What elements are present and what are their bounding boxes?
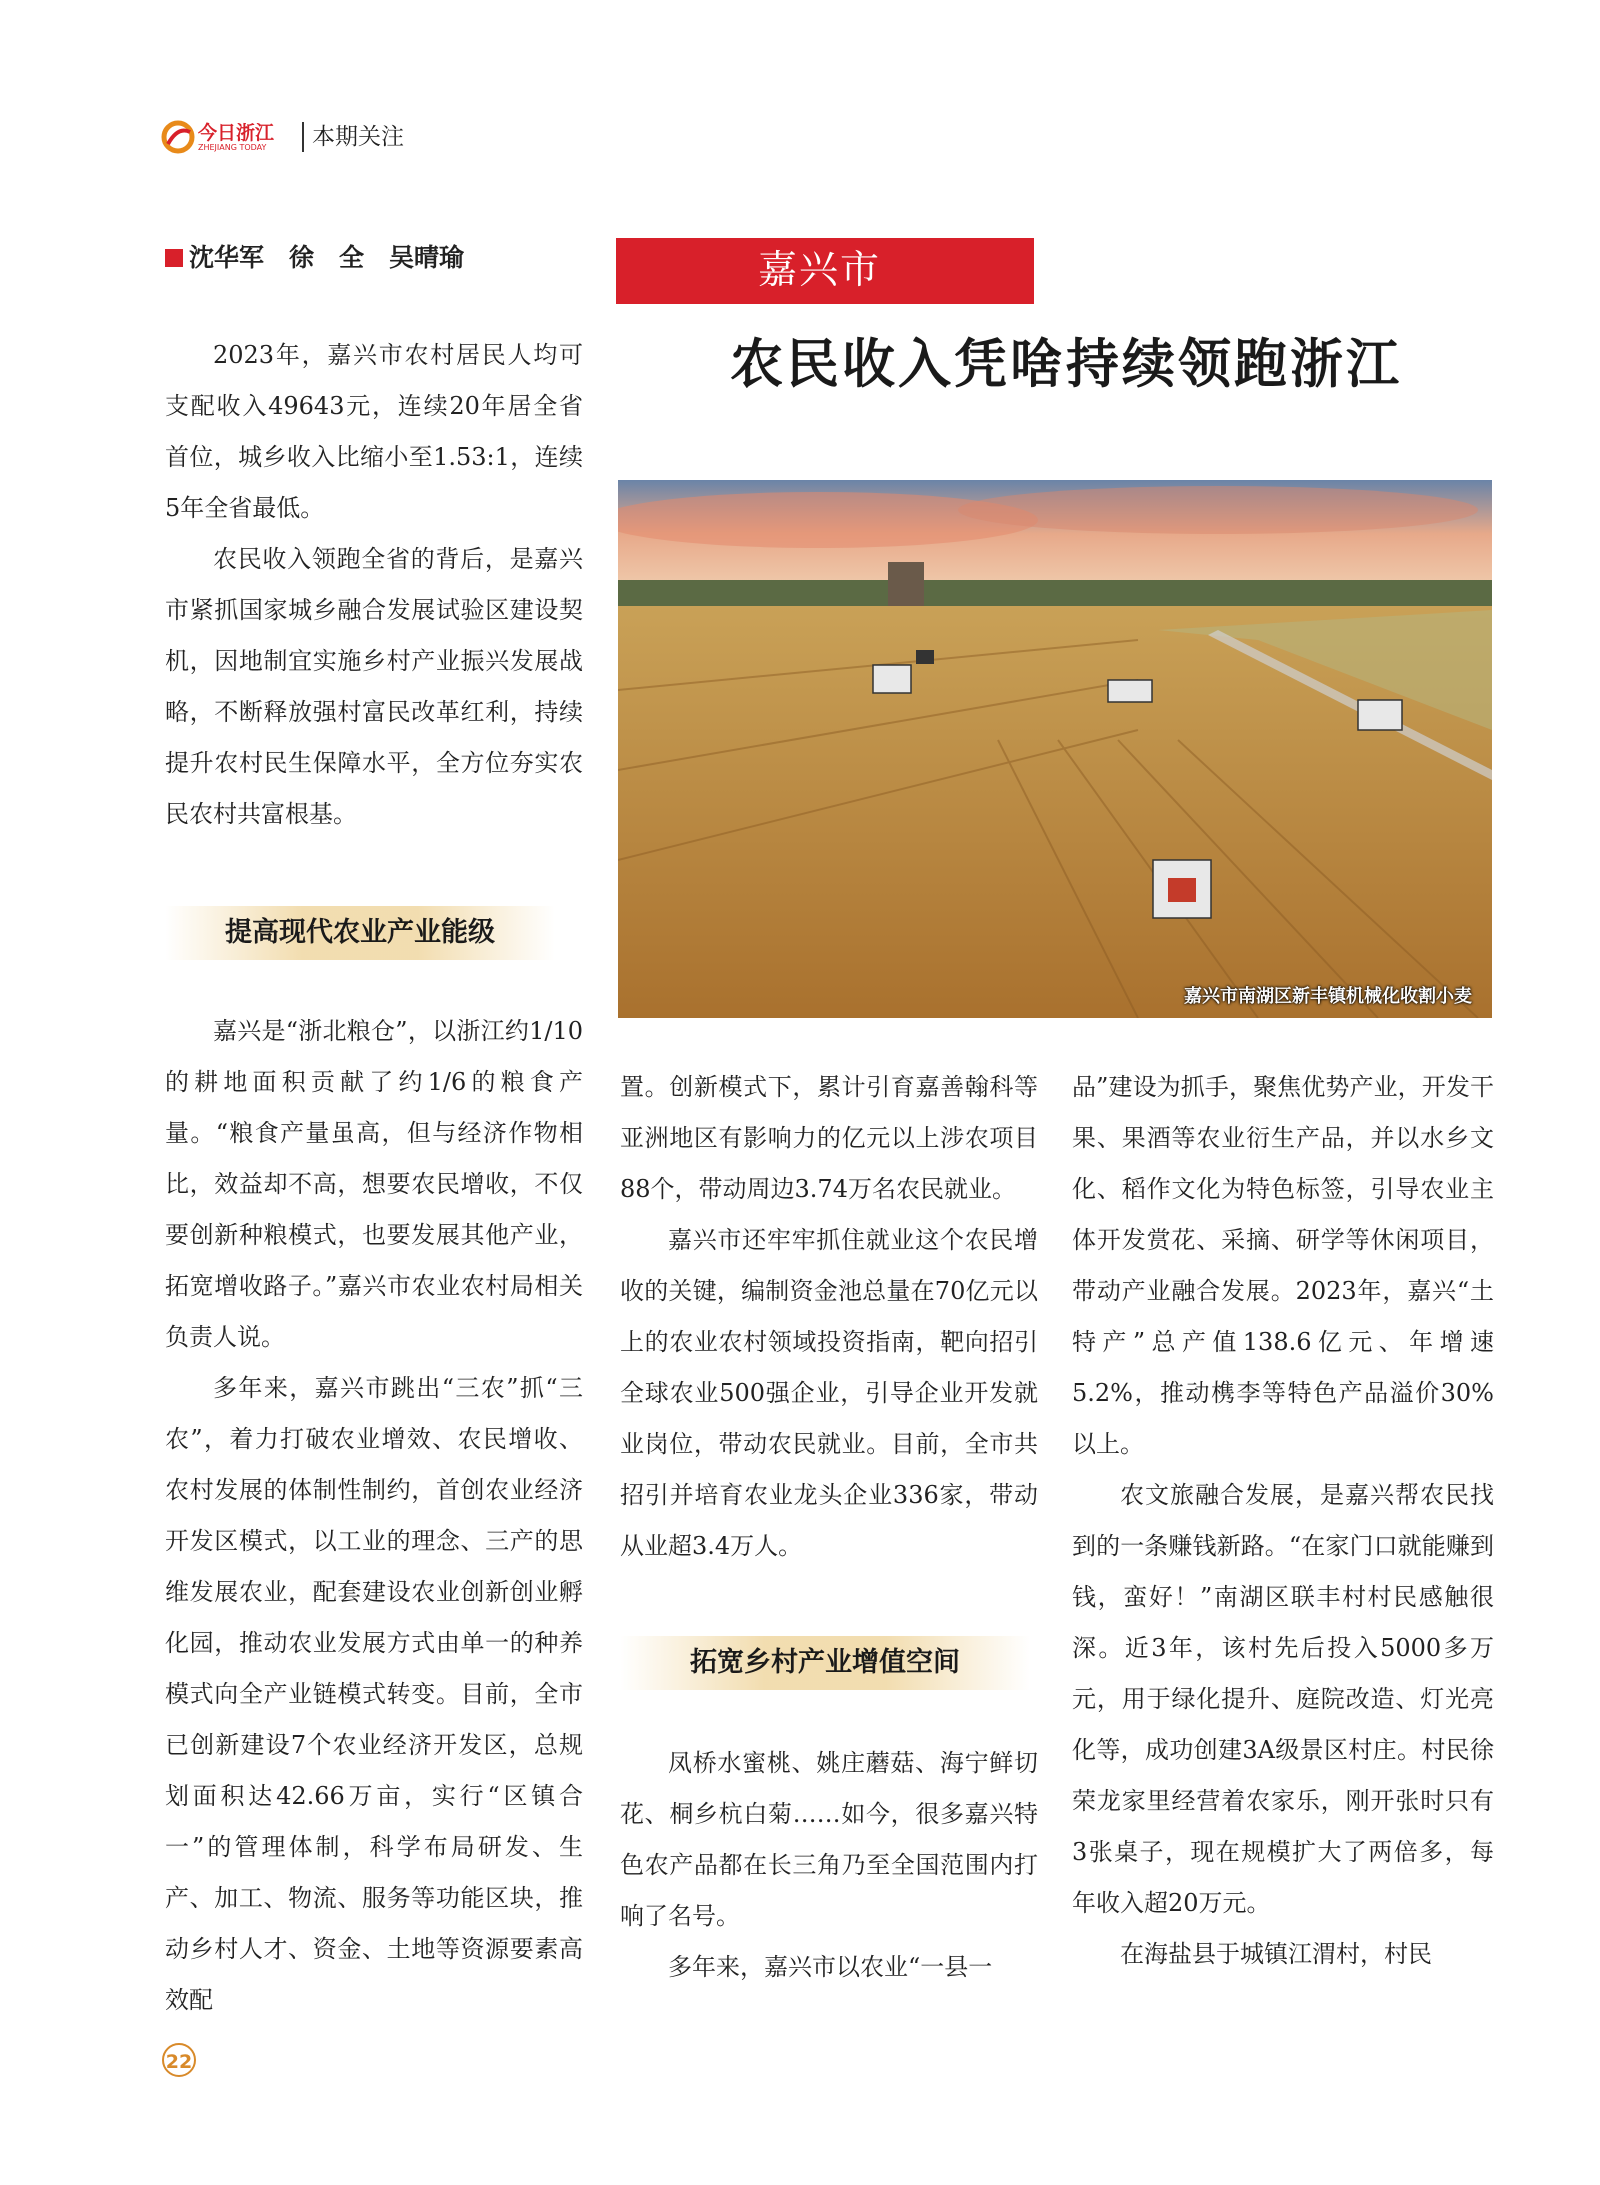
paragraph: 嘉兴是“浙北粮仓”，以浙江约1/10的耕地面积贡献了约1/6的粮食产量。“粮食产量虽高，但与经济作物相比，效益却不高，想要农民增收，不仅要创新种粮模式，也要发展其他产业，拓宽增收路子。”嘉兴市农业农村局相关负责人说。 bbox=[165, 1017, 583, 1351]
paragraph: 嘉兴市还牢牢抓住就业这个农民增收的关键，编制资金池总量在70亿元以上的农业农村领域投资指南，靶向招引全球农业500强企业，引导企业开发就业岗位，带动农民就业。目前，全市共招引并培育农业龙头企业336家，带动从业超3.4万人。 bbox=[620, 1226, 1038, 1560]
paragraph: 多年来，嘉兴市跳出“三农”抓“三农”，着力打破农业增效、农民增收、农村发展的体制性制约，首创农业经济开发区模式，以工业的理念、三产的思维发展农业，配套建设农业创新创业孵化园，推动农业发展方式由单一的种养模式向全产业链模式转变。目前，全市已创新建设7个农业经济开发区，总规划面积达42.66万亩，实行“区镇合一”的管理体制，科学布局研发、生产、加工、物流、服务等功能区块，推动乡村人才、资金、土地等资源要素高效配 bbox=[165, 1374, 583, 2014]
left-column-bottom bbox=[165, 1006, 583, 2026]
paragraph: 置。创新模式下，累计引育嘉善翰科等亚洲地区有影响力的亿元以上涉农项目88个，带动周边3.74万名农民就业。 bbox=[620, 1073, 1038, 1203]
right-column bbox=[1072, 1062, 1494, 1980]
section-label: 本期关注 bbox=[302, 122, 404, 152]
left-column-top bbox=[165, 330, 583, 840]
byline bbox=[165, 238, 464, 274]
headline: 农民收入凭啥持续领跑浙江 bbox=[730, 333, 1402, 395]
red-square-icon bbox=[165, 249, 183, 267]
paragraph: 在海盐县于城镇江渭村，村民 bbox=[1120, 1940, 1432, 1968]
middle-column-top bbox=[620, 1062, 1038, 1572]
paragraph: 品”建设为抓手，聚焦优势产业，开发干果、果酒等农业衍生产品，并以水乡文化、稻作文化为特色标签，引导农业主体开发赏花、采摘、研学等休闲项目，带动产业融合发展。2023年，嘉兴“土特产”总产值138.6亿元、年增速5.2%，推动槜李等特色产品溢价30%以上。 bbox=[1072, 1073, 1494, 1458]
subheading: 提高现代农业产业能级 bbox=[165, 906, 555, 960]
photo-caption: 嘉兴市南湖区新丰镇机械化收割小麦 bbox=[1184, 986, 1472, 1007]
harvest-photo bbox=[618, 480, 1492, 1018]
paragraph: 多年来，嘉兴市以农业“一县一 bbox=[668, 1953, 993, 1981]
wheat-field-image bbox=[618, 480, 1492, 1018]
paragraph: 凤桥水蜜桃、姚庄蘑菇、海宁鲜切花、桐乡杭白菊……如今，很多嘉兴特色农产品都在长三角乃至全国范围内打响了名号。 bbox=[620, 1749, 1038, 1930]
paragraph: 农民收入领跑全省的背后，是嘉兴市紧抓国家城乡融合发展试验区建设契机，因地制宜实施乡村产业振兴发展战略，不断释放强村富民改革红利，持续提升农村民生保障水平，全方位夯实农民农村共富根基。 bbox=[165, 545, 583, 828]
logo-text: 今日浙江 bbox=[198, 122, 275, 144]
paragraph: 2023年，嘉兴市农村居民人均可支配收入49643元，连续20年居全省首位，城乡收入比缩小至1.53:1，连续5年全省最低。 bbox=[165, 341, 583, 522]
middle-column-bottom bbox=[620, 1738, 1038, 1993]
page-number: 22 bbox=[162, 2043, 196, 2077]
subheading: 拓宽乡村产业增值空间 bbox=[620, 1636, 1030, 1690]
city-tag: 嘉兴市 bbox=[616, 238, 1034, 304]
paragraph: 农文旅融合发展，是嘉兴帮农民找到的一条赚钱新路。“在家门口就能赚到钱，蛮好！”南湖区联丰村村民感触很深。近3年，该村先后投入5000多万元，用于绿化提升、庭院改造、灯光亮化等，成功创建3A级景区村庄。村民徐荣龙家里经营着农家乐，刚开张时只有3张桌子，现在规模扩大了两倍多，每年收入超20万元。 bbox=[1072, 1481, 1494, 1917]
logo-subtext: ZHEJIANG TODAY bbox=[198, 143, 267, 152]
magazine-logo bbox=[160, 118, 300, 158]
authors: 沈华军 徐 全 吴晴瑜 bbox=[189, 243, 465, 272]
